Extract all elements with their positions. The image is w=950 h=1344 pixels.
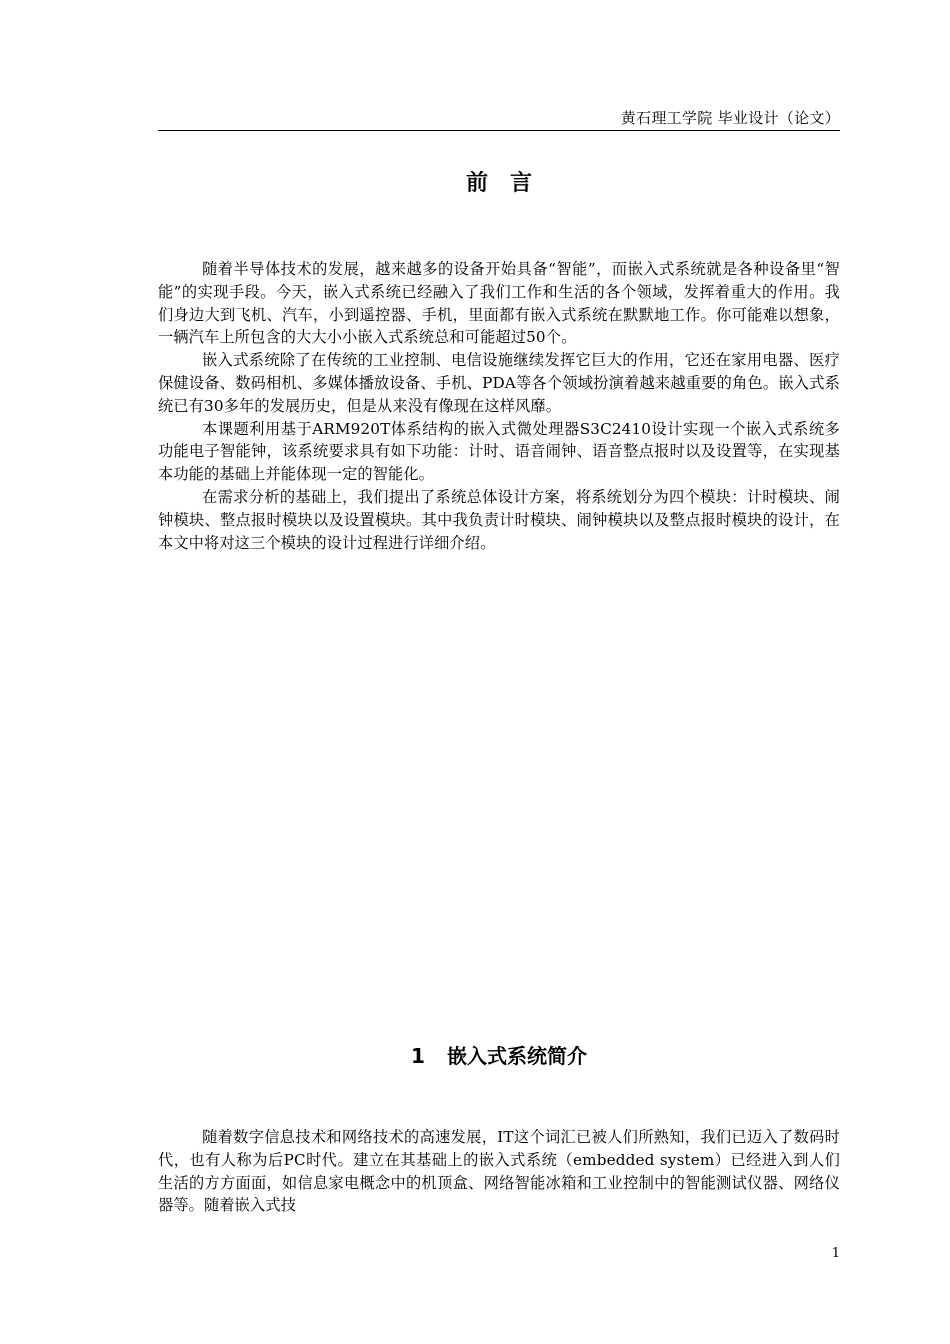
running-header-text: 黄石理工学院 毕业设计（论文） bbox=[620, 109, 840, 127]
preface-paragraph-1: 随着半导体技术的发展，越来越多的设备开始具备“智能”，而嵌入式系统就是各种设备里“智能”的实现手段。今天，嵌入式系统已经融入了我们工作和生活的各个领域，发挥着重大的作用。我们身边大到飞机、汽车，小到遥控器、手机，里面都有嵌入式系统在默默地工作。你可能难以想象，一辆汽车上所包含的大大小小嵌入式系统总和可能超过50个。 bbox=[158, 260, 840, 347]
running-header bbox=[158, 108, 840, 131]
chapter-paragraph-1: 随着数字信息技术和网络技术的高速发展，IT这个词汇已被人们所熟知，我们已迈入了数码时代，也有人称为后PC时代。建立在其基础上的嵌入式系统（embedded system）已经进入到人们生活的方方面面，如信息家电概念中的机顶盒、网络智能冰箱和工业控制中的智能测试仪器、网络仪器等。随着嵌入式技 bbox=[158, 1128, 840, 1215]
chapter-title: 嵌入式系统简介 bbox=[446, 1044, 587, 1068]
preface-body bbox=[158, 258, 840, 554]
preface-paragraph-3: 本课题利用基于ARM920T体系结构的嵌入式微处理器S3C2410设计实现一个嵌入式系统多功能电子智能钟，该系统要求具有如下功能：计时、语音闹钟、语音整点报时以及设置等，在实现基本功能的基础上并能体现一定的智能化。 bbox=[158, 419, 840, 484]
chapter-heading bbox=[158, 1036, 840, 1076]
preface-paragraph-2: 嵌入式系统除了在传统的工业控制、电信设施继续发挥它巨大的作用，它还在家用电器、医疗保健设备、数码相机、多媒体播放设备、手机、PDA等各个领域扮演着越来越重要的角色。嵌入式系统已有30多年的发展历史，但是从来没有像现在这样风靡。 bbox=[158, 351, 840, 415]
page-number: 1 bbox=[831, 1246, 840, 1261]
chapter-number: 1 bbox=[411, 1044, 425, 1068]
preface-title: 前 言 bbox=[465, 171, 532, 196]
preface-paragraph-4: 在需求分析的基础上，我们提出了系统总体设计方案，将系统划分为四个模块：计时模块、闹钟模块、整点报时模块以及设置模块。其中我负责计时模块、闹钟模块以及整点报时模块的设计，在本文中将对这三个模块的设计过程进行详细介绍。 bbox=[158, 487, 840, 552]
chapter-body bbox=[158, 1126, 840, 1217]
